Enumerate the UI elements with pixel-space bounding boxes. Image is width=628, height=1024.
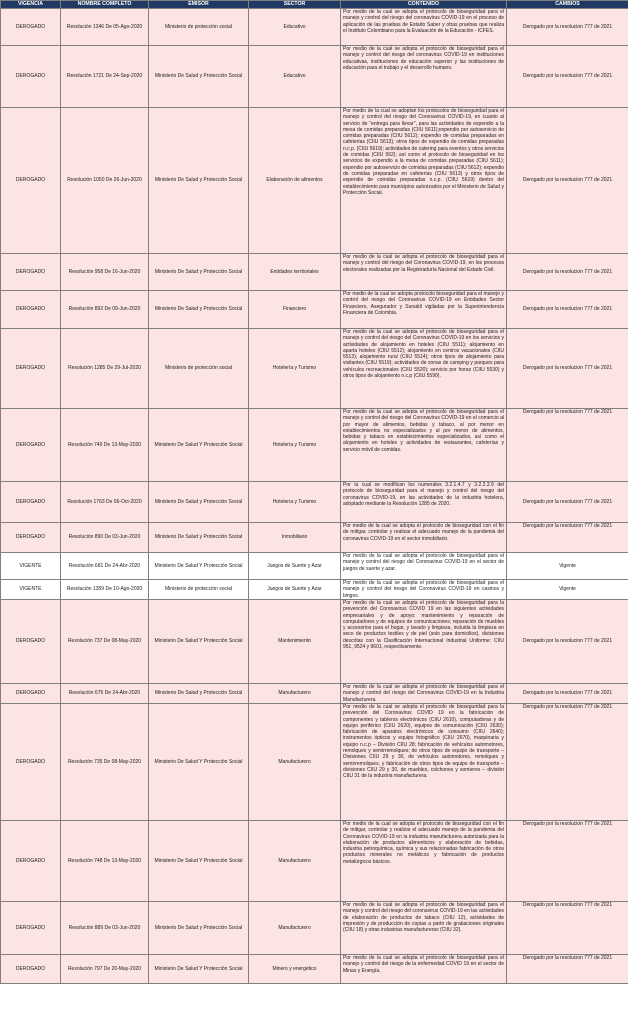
resolution-name-cell: Resolución 737 De 08-May-2020	[61, 600, 149, 684]
status-cell: DEROGADO	[1, 684, 61, 704]
status-cell: DEROGADO	[1, 955, 61, 984]
resolution-name-cell: Resolución 749 De 13-May-2020	[61, 409, 149, 482]
sector-cell: Hotelería y Turismo	[249, 409, 341, 482]
changes-cell: Derogado por la resolucion 777 de 2021	[507, 482, 628, 523]
sector-cell: Minero y energético	[249, 955, 341, 984]
table-row	[1, 329, 628, 409]
resolution-name-cell: Resolución 1359 De 10-Ago-2020	[61, 580, 149, 600]
status-cell: DEROGADO	[1, 254, 61, 291]
header-cambios: CAMBIOS	[507, 1, 628, 9]
changes-cell: Derogado por la resolucion 777 de 2021	[507, 902, 628, 955]
resolution-name-cell: Resolución 748 De 13-May-2020	[61, 821, 149, 902]
changes-cell: Derogado por la resolucion 777 de 2021	[507, 704, 628, 821]
header-row	[1, 1, 628, 9]
status-cell: DEROGADO	[1, 902, 61, 955]
content-cell: Por medio de la cual se adopta protocolo bioseguridad para el manejo y control del riesgo del Coronavirus COVID-19 en Entidades Sector Financiero, Asegurador y Sursátil vigiladas por la Superintendencia Financiera de Colombia.	[341, 291, 507, 329]
content-cell: Por medio de la cual se adopta el protocolo de bioseguridad con el fin de mitigar, controlar y realizar el adecuado manejo de la pandemia del Coronavirus COVID-19 en la industria manufacturera autorizada para la elaboración de productos alimenticios y elaboración de bebidas, industria petroquímica, química y sus relacionadas fabricación de otros productos minerales no metálicos y fabricación de productos metalúrgicos básicos.	[341, 821, 507, 902]
content-cell: Por medio de la cual se adopta el protocolo de bioseguridad para el manejo y control del riesgo del Coronavirus COVID-19 en el comercio al por mayor de alimentos, bebidas y tabaco, al por menor en establecimientos no especializados y al por menor de alimentos, bebidas y tabaco en establecimientos especializados, así como el alojamiento en hoteles y actividades de restaurantes, cafeterías y servicio móvil de comidas.	[341, 409, 507, 482]
status-cell: DEROGADO	[1, 409, 61, 482]
table-row	[1, 553, 628, 580]
status-cell: DEROGADO	[1, 523, 61, 553]
sector-cell: Educativo	[249, 9, 341, 46]
issuer-cell: Ministerio De Salud y Protección Social	[149, 254, 249, 291]
status-cell: DEROGADO	[1, 291, 61, 329]
sector-cell: Mantenimiento	[249, 600, 341, 684]
issuer-cell: Ministerio de protección social	[149, 580, 249, 600]
changes-cell: Derogado por la resolucion 777 de 2021	[507, 821, 628, 902]
issuer-cell: Ministerio De Salud Y Protección Social	[149, 704, 249, 821]
sector-cell: Hotelería y Turismo	[249, 329, 341, 409]
resolution-name-cell: Resolución 1346 De 05-Ago-2020	[61, 9, 149, 46]
header-contenido: CONTENIDO	[341, 1, 507, 9]
issuer-cell: Ministerio De Salud Y Protección Social	[149, 821, 249, 902]
resolution-name-cell: Resolución 892 De 09-Jun-2020	[61, 291, 149, 329]
table-row	[1, 955, 628, 984]
changes-cell: Vigente	[507, 580, 628, 600]
changes-cell: Derogado por la resolucion 777 de 2021	[507, 254, 628, 291]
issuer-cell: Ministerio De Salud Y Protección Social	[149, 955, 249, 984]
resolution-name-cell: Resolución 1763 De 06-Oct-2020	[61, 482, 149, 523]
issuer-cell: Ministerio De Salud y Protección Social	[149, 482, 249, 523]
header-emisor: EMISOR	[149, 1, 249, 9]
content-cell: Por la cual se modifican los numerales 3.2.1.4.7 y 3.2.2.3.9 del protocolo de bioseguridad para el manejo y control del riesgo del coronavirus COVID-19, en las actividades de la industria hotelera, adoptado mediante la Resolución 1285 de 2020.	[341, 482, 507, 523]
table-row	[1, 9, 628, 46]
content-cell: Por medio de la cual se adopta el protocolo de bioseguridad para el manejo y control del riesgo del coronavirus COVID-19 en las actividades de elaboración de productos de tabaco (CIIU 12), actividades de impresión y de producción de copias a partir de grabaciones originales (CIIU 18) y otras industrias manufactureras (CIIU 32).	[341, 902, 507, 955]
issuer-cell: Ministerio De Salud y Protección Social	[149, 291, 249, 329]
status-cell: DEROGADO	[1, 46, 61, 108]
table-row	[1, 291, 628, 329]
content-cell: Por medio de la cual se adopta el protocolo de bioseguridad para el manejo y control del riesgo del coronavirus COVID-19 en el proceso de aplicación de las pruebas de Estado Saber y otras pruebas que realiza el Instituto Colombiano para la Evaluación de la Educación - ICFES.	[341, 9, 507, 46]
issuer-cell: Ministerio De Salud Y Protección Social	[149, 553, 249, 580]
resolution-name-cell: Resolución 890 De 03-Jun-2020	[61, 523, 149, 553]
table-row	[1, 580, 628, 600]
resolution-name-cell: Resolución 1721 De 24-Sep-2020	[61, 46, 149, 108]
changes-cell: Derogado por la resolucion 777 de 2021	[507, 684, 628, 704]
changes-cell: Derogado por la resolucion 777 de 2021	[507, 329, 628, 409]
content-cell: Por medio de la cual se adopta el protocolo de bioseguridad para el manejo y control del riesgo del Coronavirus COVID-19 en casinos y bingos.	[341, 580, 507, 600]
sector-cell: Juegos de Suerte y Azar	[249, 553, 341, 580]
issuer-cell: Ministerio De Salud y Protección Social	[149, 902, 249, 955]
sector-cell: Entidades territoriales	[249, 254, 341, 291]
header-sector: SECTOR	[249, 1, 341, 9]
table-row	[1, 902, 628, 955]
table-row	[1, 409, 628, 482]
resolution-name-cell: Resolución 1285 De 29-Jul-2020	[61, 329, 149, 409]
status-cell: DEROGADO	[1, 600, 61, 684]
changes-cell: Vigente	[507, 553, 628, 580]
sector-cell: Hotelería y Turismo	[249, 482, 341, 523]
issuer-cell: Ministerio de protección social	[149, 329, 249, 409]
changes-cell: Derogado por la resolucion 777 de 2021	[507, 46, 628, 108]
status-cell: DEROGADO	[1, 704, 61, 821]
table-row	[1, 254, 628, 291]
header-nombre-completo: NOMBRE COMPLETO	[61, 1, 149, 9]
sector-cell: Elaboración de alimentos	[249, 108, 341, 254]
resolution-name-cell: Resolución 889 De 03-Jun-2020	[61, 902, 149, 955]
status-cell: VIGENTE	[1, 580, 61, 600]
sector-cell: Manufacturero	[249, 902, 341, 955]
table-row	[1, 108, 628, 254]
resolution-name-cell: Resolución 675 De 24-Abr-2020	[61, 684, 149, 704]
sector-cell: Educativo	[249, 46, 341, 108]
content-cell: Por medio de la cual se adopta el protocolo de bioseguridad para la prevención del Coronavirus COVID 19 en la fabricación de componentes y tableros electrónicos (CIIU 2610), computadoras y de equipo periférico (CIIU 2620), equipos de comunicación (CIIU 2630); fabricación de aparatos electrónicos de consumo (CIIU 2640); instrumentos ópticos y equipo fotográfico (CIIU 2670), maquinaria y equipo n.c.p – División CIIU 28; fabricación de vehículos automotores, remolques y semirremolques; de otros tipos de equipo de transporte – Divisiones CIIU 29 y 30, de vehículos automotores, remolques y semirremolques, y fabricación de otros tipos de equipo de transporte – divisiones CIIU 29 y 30, de muebles, colchones y somieres – división CIIU 31 de la industria manufacturera.	[341, 704, 507, 821]
status-cell: DEROGADO	[1, 329, 61, 409]
content-cell: Por medio de la cual se adopta el protocolo de bioseguridad para el manejo y control del riesgo del Coronavirus COVID-19 en la Industria Manufacturera.	[341, 684, 507, 704]
status-cell: VIGENTE	[1, 553, 61, 580]
table-row	[1, 46, 628, 108]
resolution-name-cell: Resolución 958 De 16-Jun-2020	[61, 254, 149, 291]
changes-cell: Derogado por la resolucion 777 de 2021	[507, 600, 628, 684]
table-row	[1, 600, 628, 684]
status-cell: DEROGADO	[1, 9, 61, 46]
content-cell: Por medio de la cual se adopta el protocolo de bioseguridad con el fin de mitigar, controlar y realizar el adecuado manejo de la pandemia del coronavirus COVID-19 en el sector inmobiliario.	[341, 523, 507, 553]
resolution-name-cell: Resolución 735 De 08-May-2020	[61, 704, 149, 821]
content-cell: Por medio de la cual se adopta el protocolo de bioseguridad para el manejo y control del riesgo del coronavirus COVID-19 en instituciones educativas, instituciones de educación superior y las instituciones de educación para el trabajo y el desarrollo humano.	[341, 46, 507, 108]
table-row	[1, 684, 628, 704]
changes-cell: Derogado por la resolucion 777 de 2021	[507, 523, 628, 553]
changes-cell: Derogado por la resolucion 777 de 2021	[507, 955, 628, 984]
changes-cell: Derogado por la resolucion 777 de 2021	[507, 291, 628, 329]
content-cell: Por medio de la cual se adopta el protocolo de bioseguridad para el manejo y control del riesgo de la enfermedad COVID 19 en el sector de Minas y Energía.	[341, 955, 507, 984]
sector-cell: Financiero	[249, 291, 341, 329]
resolution-name-cell: Resolución 681 De 24-Abr-2020	[61, 553, 149, 580]
sector-cell: Inmobiliario	[249, 523, 341, 553]
issuer-cell: Ministerio De Salud y Protección Social	[149, 46, 249, 108]
content-cell: Por medio de la cual se adopta el protocolo de bioseguridad para el manejo y control del riesgo del Coronavirus COVID-19 en los servicios y actividades de alojamiento en hoteles (CIIU 5511); alojamiento en aparta hoteles (CIIU 5512); alojamiento en centros vacacionales (CIIU 5513); alojamiento rural (CIIU 5514); otros tipos de alojamiento para visitantes (CIIU 5519); actividades de zonas de camping y parques para vehículos recreacionales (CIIU 5520); servicio por horas (CIIU 5530) y otros tipos de alojamiento n.c.p (CIIU 5590).	[341, 329, 507, 409]
table-row	[1, 821, 628, 902]
issuer-cell: Ministerio De Salud Y Protección Social	[149, 409, 249, 482]
issuer-cell: Ministerio De Salud y Protección Social	[149, 523, 249, 553]
sector-cell: Manufacturero	[249, 821, 341, 902]
content-cell: Por medio de la cual se adopta el protocolo de bioseguridad para el manejo y control del riesgo del Coronavirus COVID-19, en los procesos electorales realizadas por la Registraduría Nacional del Estado Civil.	[341, 254, 507, 291]
resolution-name-cell: Resolución 1050 De 26-Jun-2020	[61, 108, 149, 254]
content-cell: Por medio de la cual se adopta el protocolo de bioseguridad para la prevención del Coronavirus COVID 19 en las siguientes actividades empresariales y de apoyo: mantenimiento y reparación de computadores y de equipos de comunicaciones; reparación de muebles y accesorios para el hogar, y lavado y limpieza, incluida la limpieza en seco de productos textiles y de piel (solo para domicilios), divisiones descritas con la Clasificación Internacional Industrial Uniforme: CIIU 951, 9524 y 9601, respectivamente.	[341, 600, 507, 684]
changes-cell: Derogado por la resolucion 777 de 2021	[507, 9, 628, 46]
sector-cell: Juegos de Suerte y Azar	[249, 580, 341, 600]
table-row	[1, 523, 628, 553]
issuer-cell: Ministerio De Salud Y Protección Social	[149, 600, 249, 684]
sector-cell: Manufacturero	[249, 704, 341, 821]
table-row	[1, 704, 628, 821]
status-cell: DEROGADO	[1, 821, 61, 902]
status-cell: DEROGADO	[1, 108, 61, 254]
content-cell: Por medio de la cual se adoptan los protocolos de bioseguridad para el manejo y control del riesgo del Coronavirus COVID-19, en cuanto al servicio de "entrega para llevar", para las actividades de expendio a la mesa de comidas preparadas (CIIU 5611);expendio por autoservicio de comidas preparadas (CIIU 5612); expendio de comidas preparadas en cafeterías (CIIU 5613); otros tipos de expendio de comidas preparadas n.c.p. (CIIU 5619); actividades de catering para eventos y otros servicios de comidas (CIIU 562); así como el protocolo de bioseguridad en los servicios de expendio a la mesa de comidas preparadas (CIIU 5611); expendio por autoservicio de comidas preparadas (CIIU 5612); expendio de comidas preparadas en cafeterías (CIIU 5613) y otros tipos de expendio de comidas preparadas n.c.p. (CIIU 5619) dentro del establecimiento para municipios autorizados por el Ministerio de Salud y Protección Social.	[341, 108, 507, 254]
sector-cell: Manufacturero	[249, 684, 341, 704]
header-vigencia: VIGENCIA	[1, 1, 61, 9]
issuer-cell: Ministerio de protección social	[149, 9, 249, 46]
issuer-cell: Ministerio De Salud y Protección Social	[149, 108, 249, 254]
status-cell: DEROGADO	[1, 482, 61, 523]
issuer-cell: Ministerio De Salud y Protección Social	[149, 684, 249, 704]
content-cell: Por medio de la cual se adopta el protocolo de bioseguridad para el manejo y control del riesgo del Coronavirus COVID-19 en el sector de juegos de suerte y azar.	[341, 553, 507, 580]
resolution-name-cell: Resolución 797 De 20-May-2020	[61, 955, 149, 984]
table-row	[1, 482, 628, 523]
changes-cell: Derogado por la resolucion 777 de 2021	[507, 409, 628, 482]
changes-cell: Derogado por la resolucion 777 de 2021	[507, 108, 628, 254]
